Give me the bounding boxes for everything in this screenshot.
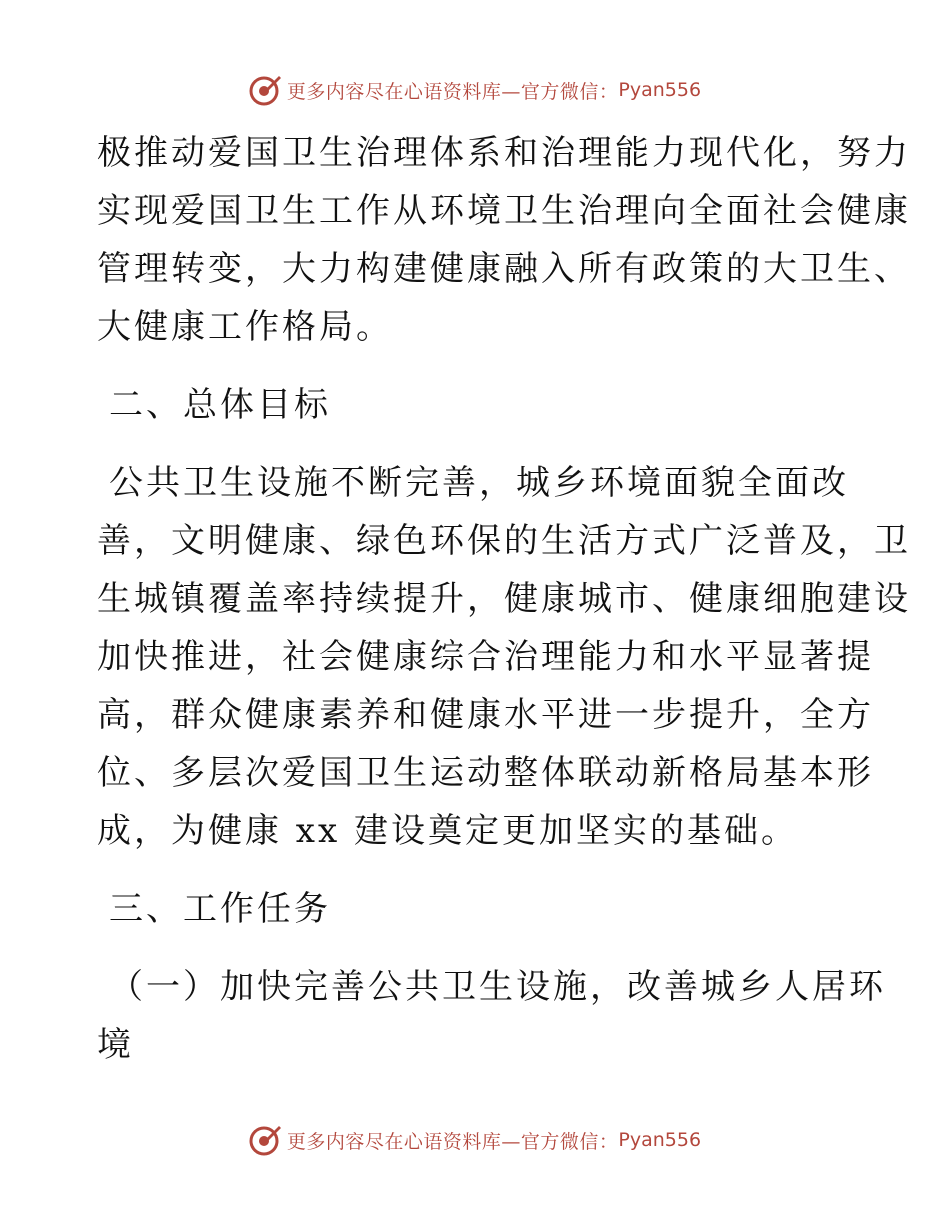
text-line: （一）加快完善公共卫生设施，改善城乡人居环 [109, 967, 886, 1007]
text-line: 公共卫生设施不断完善，城乡环境面貌全面改 [109, 463, 849, 503]
pen-logo-icon [249, 1123, 283, 1157]
text-line: 善，文明健康、绿色环保的生活方式广泛普及，卫 [97, 521, 911, 561]
text-line: 成，为健康 xx 建设奠定更加坚实的基础。 [97, 811, 798, 851]
text-line: 极推动爱国卫生治理体系和治理能力现代化，努力 [97, 133, 911, 173]
watermark-wechat-id: Pyan556 [618, 1129, 702, 1151]
text-line: 大健康工作格局。 [97, 307, 393, 347]
text-line: 生城镇覆盖率持续提升，健康城市、健康细胞建设 [97, 579, 911, 619]
text-line: 高，群众健康素养和健康水平进一步提升，全方 [97, 695, 874, 735]
document-body [97, 124, 911, 1074]
paragraph-goals [97, 454, 911, 860]
section-heading-overall-goal: 二、总体目标 [109, 385, 331, 425]
text-line: 管理转变，大力构建健康融入所有政策的大卫生、 [97, 249, 911, 289]
section-heading-work-tasks: 三、工作任务 [109, 889, 331, 929]
text-line: 位、多层次爱国卫生运动整体联动新格局基本形 [97, 753, 874, 793]
text-line: 加快推进，社会健康综合治理能力和水平显著提 [97, 637, 874, 677]
text-line: 实现爱国卫生工作从环境卫生治理向全面社会健康 [97, 191, 911, 231]
watermark-wechat-id: Pyan556 [618, 79, 702, 101]
text-line: 境 [97, 1025, 134, 1065]
watermark-header [0, 70, 950, 110]
watermark-text: 更多内容尽在心语资料库—官方微信： [286, 1130, 619, 1153]
pen-logo-icon [249, 73, 283, 107]
paragraph-intro [97, 124, 911, 356]
watermark-text: 更多内容尽在心语资料库—官方微信： [286, 80, 619, 103]
subsection-heading [97, 958, 886, 1074]
watermark-footer [0, 1120, 950, 1160]
